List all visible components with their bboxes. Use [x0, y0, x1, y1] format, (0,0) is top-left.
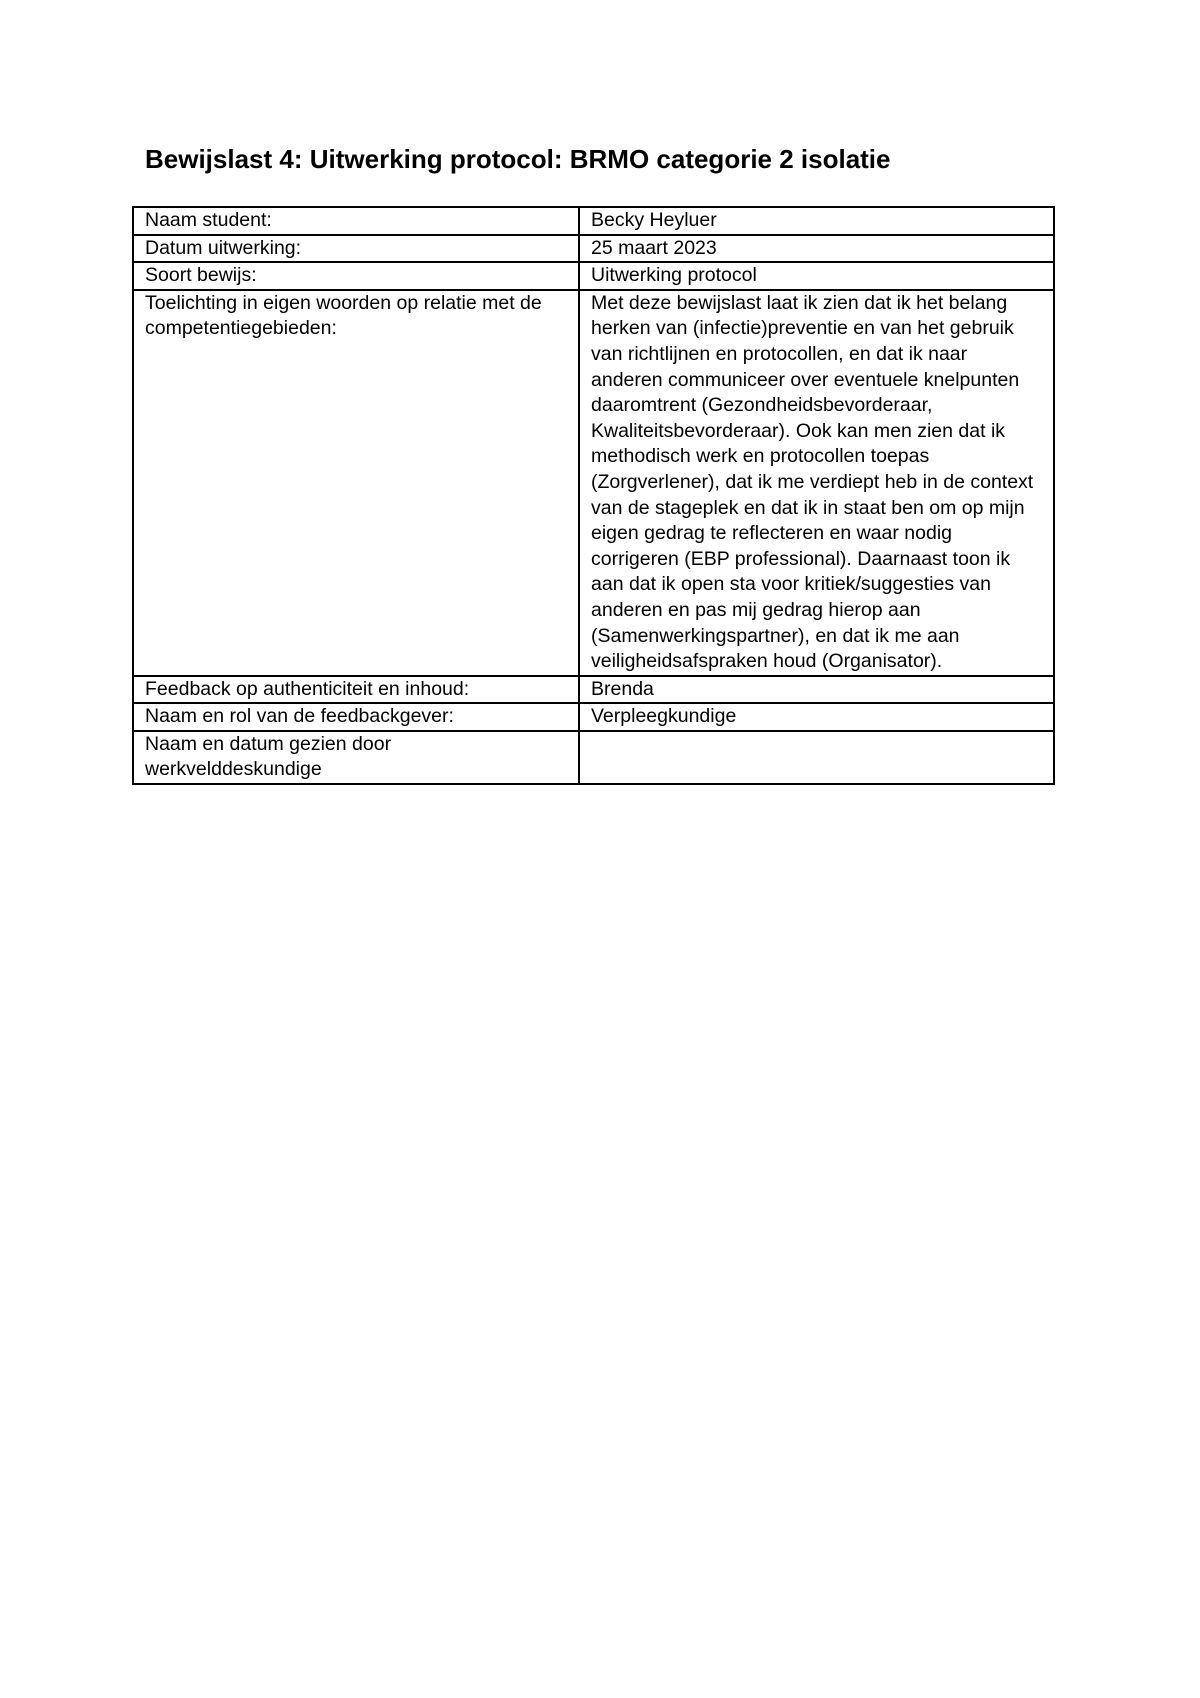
document-title: Bewijslast 4: Uitwerking protocol: BRMO categorie 2 isolatie [145, 144, 891, 174]
table-row [133, 703, 1054, 731]
row-value-explanation: Met deze bewijslast laat ik zien dat ik het belang herken van (infectie)preventie en van het gebruik van richtlijnen en protocollen, en dat ik naar anderen communiceer over eventuele knelpunten daaromtrent (Gezondheidsbevorderaar, Kwaliteitsbevorderaar). Ook kan men zien dat ik methodisch werk en protocollen toepas (Zorgverlener), dat ik me verdiept heb in de context van de stageplek en dat ik in staat ben om op mijn eigen gedrag te reflecteren en waar nodig corrigeren (EBP professional). Daarnaast toon ik aan dat ik open sta voor kritiek/suggesties van anderen en pas mij gedrag hierop aan (Samenwerkingspartner), en dat ik me aan veiligheidsafspraken houd (Organisator). [579, 290, 1054, 676]
row-label-feedback: Feedback op authenticiteit en inhoud: [133, 676, 579, 704]
row-value-student-name: Becky Heyluer [579, 207, 1054, 235]
row-value-field-expert [579, 731, 1054, 784]
row-label-date: Datum uitwerking: [133, 235, 579, 263]
row-value-date: 25 maart 2023 [579, 235, 1054, 263]
row-label-field-expert: Naam en datum gezien door werkvelddeskundige [133, 731, 579, 784]
row-value-evidence-type: Uitwerking protocol [579, 262, 1054, 290]
table-row [133, 235, 1054, 263]
evidence-info-table [132, 206, 1055, 785]
table-row [133, 207, 1054, 235]
table-row [133, 731, 1054, 784]
row-label-feedback-giver: Naam en rol van de feedbackgever: [133, 703, 579, 731]
row-value-feedback-giver: Verpleegkundige [579, 703, 1054, 731]
row-value-feedback: Brenda [579, 676, 1054, 704]
row-label-explanation: Toelichting in eigen woorden op relatie met de competentiegebieden: [133, 290, 579, 676]
row-label-evidence-type: Soort bewijs: [133, 262, 579, 290]
table-row [133, 262, 1054, 290]
table-row [133, 290, 1054, 676]
row-label-student-name: Naam student: [133, 207, 579, 235]
table-row [133, 676, 1054, 704]
